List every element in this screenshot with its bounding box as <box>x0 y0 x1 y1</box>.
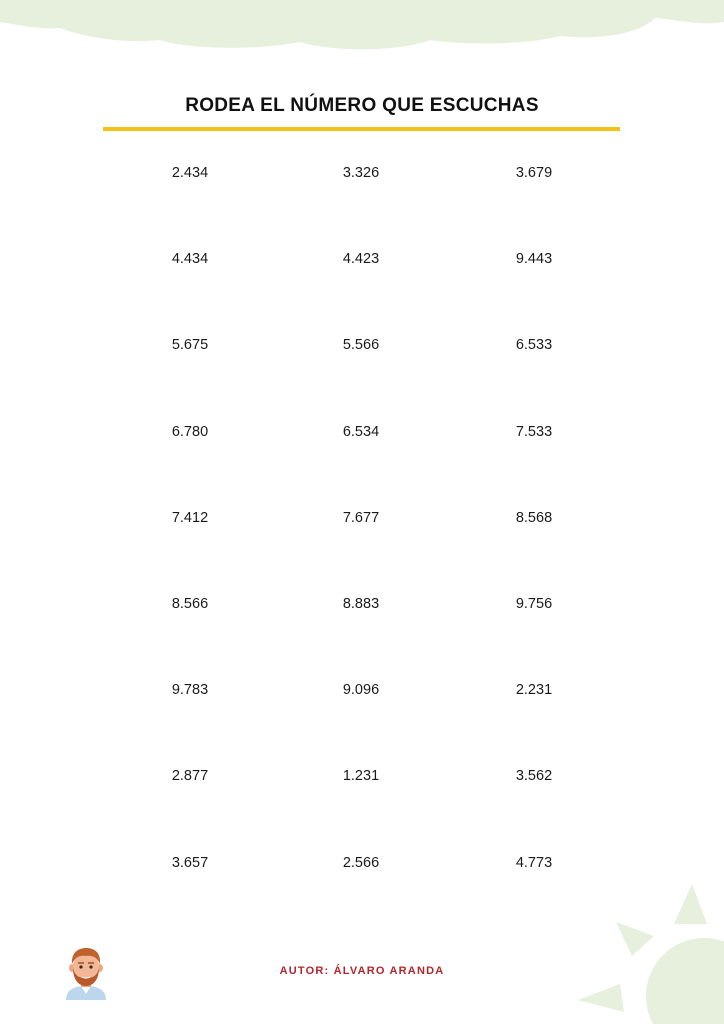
number-option[interactable]: 6.534 <box>342 423 380 440</box>
cloud-decoration-icon <box>0 0 724 70</box>
number-option[interactable]: 9.443 <box>515 251 553 268</box>
number-option[interactable]: 5.566 <box>342 337 380 354</box>
number-option[interactable]: 6.780 <box>171 423 209 440</box>
number-option[interactable]: 4.423 <box>342 251 380 268</box>
number-row <box>0 332 724 418</box>
number-option[interactable]: 6.533 <box>515 337 553 354</box>
number-grid <box>0 160 724 936</box>
number-row <box>0 160 724 246</box>
number-option[interactable]: 2.434 <box>171 165 209 181</box>
number-option[interactable]: 3.679 <box>515 165 553 181</box>
number-row <box>0 505 724 591</box>
number-option[interactable]: 9.756 <box>515 595 553 612</box>
number-option[interactable]: 3.657 <box>171 854 209 871</box>
number-option[interactable]: 8.883 <box>342 595 380 612</box>
number-option[interactable]: 9.096 <box>342 682 380 699</box>
number-option[interactable]: 4.773 <box>515 854 553 871</box>
sun-decoration-icon <box>574 884 724 1024</box>
number-option[interactable]: 3.326 <box>342 165 380 181</box>
number-option[interactable]: 1.231 <box>342 768 380 785</box>
number-option[interactable]: 9.783 <box>171 682 209 699</box>
number-option[interactable]: 2.231 <box>515 682 553 699</box>
title-underline <box>103 127 620 131</box>
number-option[interactable]: 8.568 <box>515 509 553 526</box>
number-row <box>0 591 724 677</box>
number-row <box>0 419 724 505</box>
number-row <box>0 677 724 763</box>
number-option[interactable]: 4.434 <box>171 251 209 268</box>
number-option[interactable]: 2.877 <box>171 768 209 785</box>
number-option[interactable]: 5.675 <box>171 337 209 354</box>
number-option[interactable]: 7.533 <box>515 423 553 440</box>
number-option[interactable]: 8.566 <box>171 595 209 612</box>
page-title: RODEA EL NÚMERO QUE ESCUCHAS <box>185 95 539 116</box>
number-option[interactable]: 2.566 <box>342 854 380 871</box>
number-option[interactable]: 7.677 <box>342 509 380 526</box>
number-option[interactable]: 3.562 <box>515 768 553 785</box>
number-option[interactable]: 7.412 <box>171 509 209 526</box>
author-credit: AUTOR: ÁLVARO ARANDA <box>279 965 445 977</box>
number-row <box>0 763 724 849</box>
number-row <box>0 246 724 332</box>
